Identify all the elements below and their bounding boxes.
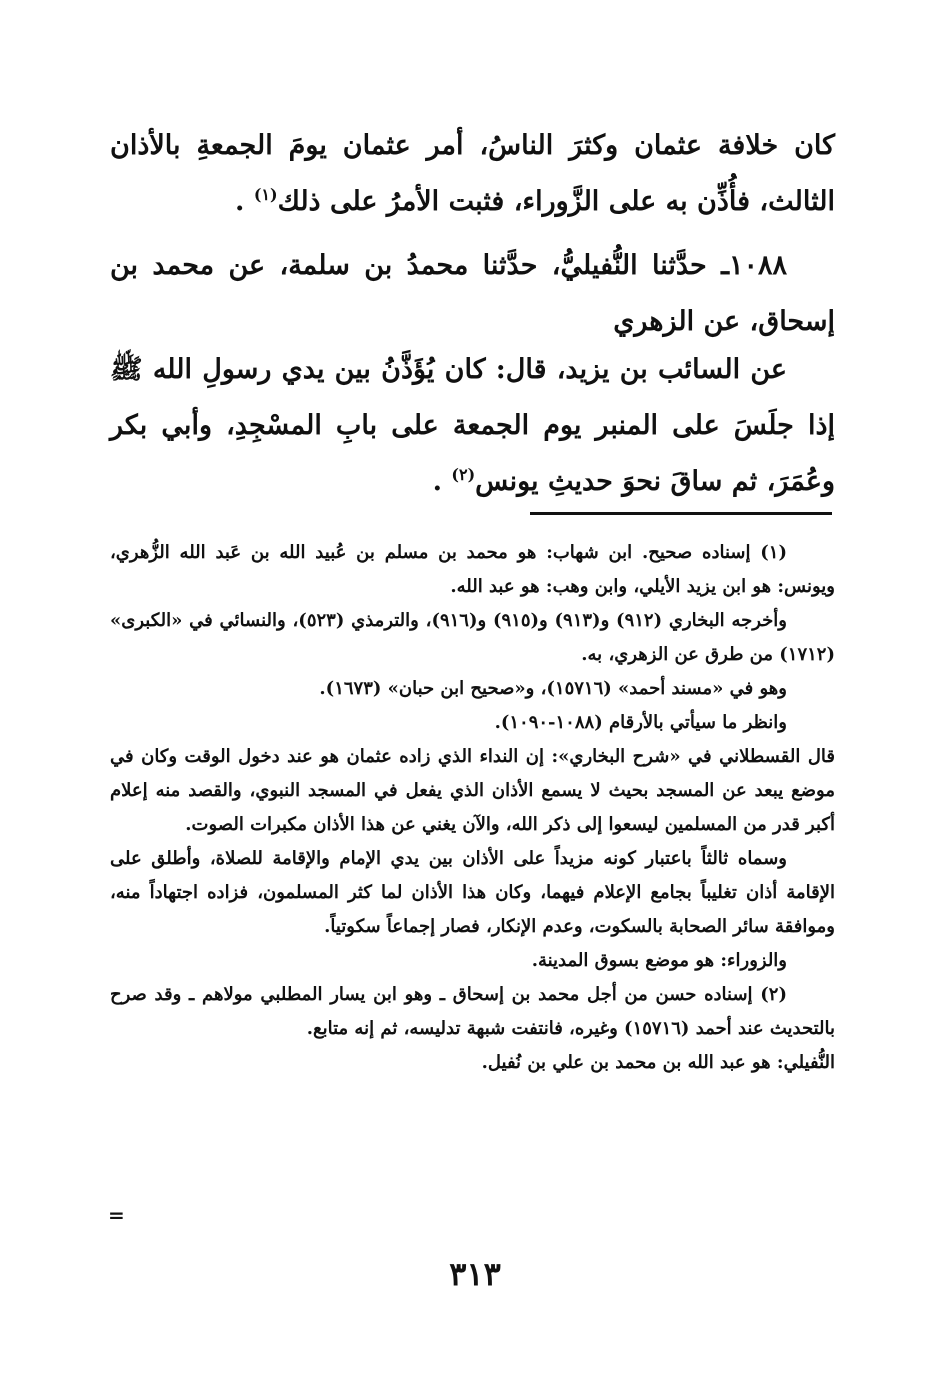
footnote-ref-1: (١): [253, 185, 278, 204]
hadith-matn-end: .: [432, 466, 442, 497]
footnote-1: (١) إسناده صحيح. ابن شهاب: هو محمد بن مسلم بن عُبيد الله بن عَبد الله الزُّهري، ويونس: هو ابن يزيد الأيلي، وابن وهب: هو عبد الله.: [110, 542, 835, 597]
footnote-2-nufaili: النُّفيلي: هو عبد الله بن محمد بن علي بن نُفيل.: [481, 1052, 835, 1073]
main-text-1: كان خلافة عثمان وكثرَ الناسُ، أمر عثمان يومَ الجمعةِ بالأذان الثالث، فأُذِّن به على الزَّوراء، فثبت الأمرُ على ذلك: [110, 130, 835, 217]
hadith-isnad-text: ١٠٨٨ـ حدَّثنا النُّفيليُّ، حدَّثنا محمدُ بن سلمة، عن محمد بن إسحاق، عن الزهري: [110, 250, 835, 337]
hadith-matn: [110, 342, 835, 510]
footnote-1-musnad: وهو في «مسند أحمد» (١٥٧١٦)، و«صحيح ابن حبان» (١٦٧٣).: [319, 678, 787, 699]
footnote-ref-2: (٢): [451, 465, 476, 484]
footnote-1-third-adhan: وسماه ثالثاً باعتبار كونه مزيداً على الأذان بين يدي الإمام والإقامة للصلاة، وأطلق على الإقامة أذان تغليباً بجامع الإعلام فيهما، وكان هذا الأذان لما كثر المسلمون، فزاده اجتهاداً منه، وموافقة سائر الصحابة بالسكوت، وعدم الإنكار، فصار إجماعاً سكوتياً.: [110, 848, 835, 937]
continuation-mark: =: [108, 1203, 125, 1227]
hadith-isnad: [110, 238, 835, 350]
footnote-1-qastallani: قال القسطلاني في «شرح البخاري»: إن النداء الذي زاده عثمان هو عند دخول الوقت وكان في موضع يبعد عن المسجد بحيث لا يسمع الأذان الذي يفعل في المسجد النبوي، والقصد منه إعلام أكبر قدر من المسلمين ليسعوا إلى ذكر الله، والآن يغني عن هذا الأذان مكبرات الصوت.: [110, 746, 835, 835]
hadith-matn-text: عن السائب بن يزيد، قال: كان يُؤَذَّنُ بين يدي رسولِ الله ﷺ إذا جلَسَ على المنبر يوم الجمعة على بابِ المسْجِدِ، وأبي بكر وعُمَرَ، ثم ساقَ نحوَ حديثِ يونس: [110, 354, 835, 497]
main-paragraph-1: [110, 118, 835, 230]
footnotes: [110, 536, 835, 1080]
footnote-1-see-also: وانظر ما سيأتي بالأرقام (١٠٨٨-١٠٩٠).: [494, 712, 787, 733]
footnote-1-takhrij: وأخرجه البخاري (٩١٢) و(٩١٣) و(٩١٥) و(٩١٦)، والترمذي (٥٢٣)، والنسائي في «الكبرى» (١٧١٢) من طرق عن الزهري، به.: [110, 610, 835, 665]
page-number: ٣١٣: [449, 1255, 501, 1293]
footnote-2: (٢) إسناده حسن من أجل محمد بن إسحاق ـ وهو ابن يسار المطلبي مولاهم ـ وقد صرح بالتحديث عند أحمد (١٥٧١٦) وغيره، فانتفت شبهة تدليسه، ثم إنه متابع.: [110, 984, 835, 1039]
footnote-separator: [530, 512, 832, 515]
main-text-1-end: .: [235, 186, 245, 217]
footnote-1-zawraa: والزوراء: هو موضع بسوق المدينة.: [531, 950, 787, 971]
